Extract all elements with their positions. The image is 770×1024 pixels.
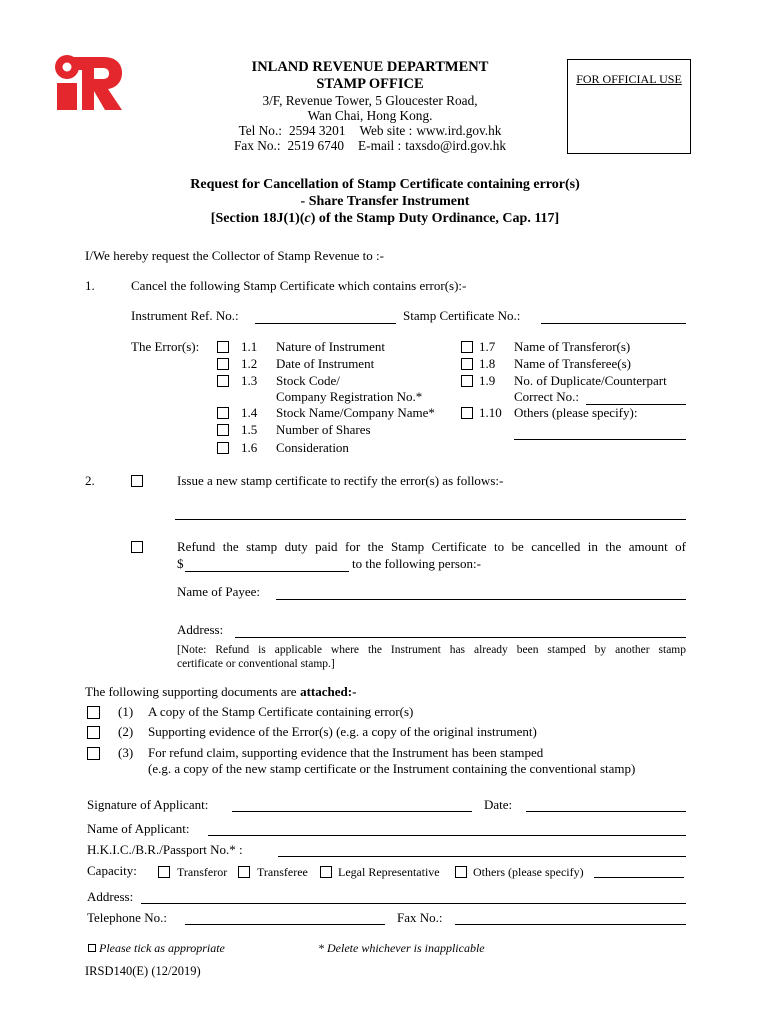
form-title-line-3	[85, 210, 685, 227]
error-1-8-checkbox[interactable]	[461, 358, 473, 370]
capacity-others-checkbox[interactable]	[455, 866, 467, 878]
applicant-name-field[interactable]	[208, 835, 686, 836]
doc-number: (1)	[118, 704, 134, 719]
doc-1-checkbox[interactable]	[87, 706, 100, 719]
refund-note-line-2: certificate or conventional stamp.]	[177, 658, 335, 670]
doc-text: A copy of the Stamp Certificate containing error(s)	[148, 704, 414, 719]
form-title-line-2: - Share Transfer Instrument	[300, 194, 470, 209]
form-title-line-1: Request for Cancellation of Stamp Certificate containing error(s)	[190, 177, 580, 192]
supporting-docs-heading-bold: attached:-	[300, 684, 357, 699]
payee-address-label: Address:	[177, 622, 224, 637]
error-number: 1.3	[241, 373, 258, 388]
error-label: Name of Transferee(s)	[514, 356, 631, 371]
applicant-address-label: Address:	[87, 889, 134, 904]
fax-label: Fax No.:	[233, 138, 281, 153]
error-1-7-checkbox[interactable]	[461, 341, 473, 353]
applicant-address-field[interactable]	[141, 903, 686, 904]
error-number: 1.9	[479, 373, 496, 388]
tel-web-line	[200, 123, 540, 139]
payee-name-field[interactable]	[276, 599, 686, 600]
capacity-others-field[interactable]	[594, 877, 684, 878]
error-label: Stock Code/	[276, 373, 340, 388]
error-label: Date of Instrument	[276, 356, 375, 371]
doc-2-checkbox[interactable]	[87, 726, 100, 739]
delete-note: * Delete whichever is inapplicable	[318, 941, 485, 955]
capacity-option: Legal Representative	[338, 865, 440, 879]
instrument-ref-field[interactable]	[255, 323, 396, 324]
doc-text-line-2: (e.g. a copy of the new stamp certificate or the Instrument containing the conventional stamp)	[148, 761, 636, 776]
error-1-5-checkbox[interactable]	[217, 424, 229, 436]
error-number: 1.6	[241, 440, 258, 455]
section-1-number: 1.	[85, 278, 95, 293]
error-label: Number of Shares	[276, 422, 371, 437]
ird-logo-icon	[54, 54, 124, 112]
department-name: INLAND REVENUE DEPARTMENT	[251, 59, 489, 75]
fax-number: 2519 6740	[287, 138, 345, 153]
error-1-4-checkbox[interactable]	[217, 407, 229, 419]
error-label-line-2: Company Registration No.*	[276, 389, 423, 404]
official-use-label: FOR OFFICIAL USE	[576, 72, 682, 86]
refund-checkbox[interactable]	[131, 541, 143, 553]
official-use-box	[567, 59, 691, 154]
telephone-field[interactable]	[185, 924, 385, 925]
error-1-6-checkbox[interactable]	[217, 442, 229, 454]
errors-label: The Error(s):	[131, 339, 200, 354]
rectify-details-field[interactable]	[175, 519, 686, 520]
supporting-docs-heading-text: The following supporting documents are	[85, 684, 297, 699]
capacity-option: Others (please specify)	[473, 865, 584, 879]
error-1-2-checkbox[interactable]	[217, 358, 229, 370]
checkbox-icon	[88, 944, 96, 952]
error-number: 1.4	[241, 405, 258, 420]
web-link[interactable]: www.ird.gov.hk	[416, 123, 502, 138]
capacity-legal-rep-checkbox[interactable]	[320, 866, 332, 878]
tel-number: 2594 3201	[288, 123, 346, 138]
refund-currency: $	[177, 556, 184, 571]
issue-new-certificate-text: Issue a new stamp certificate to rectify the error(s) as follows:-	[177, 473, 504, 488]
capacity-transferor-checkbox[interactable]	[158, 866, 170, 878]
intro-text: I/We hereby request the Collector of Stamp Revenue to :-	[85, 248, 384, 263]
applicant-name-label: Name of Applicant:	[87, 821, 190, 836]
date-label: Date:	[484, 797, 513, 812]
section-1-heading: Cancel the following Stamp Certificate which contains error(s):-	[131, 278, 467, 293]
email-label: E-mail :	[358, 138, 402, 153]
title-section-suffix: ) of the Stamp Duty Ordinance, Cap. 117]	[310, 211, 560, 226]
section-2-number: 2.	[85, 473, 95, 488]
date-field[interactable]	[526, 811, 686, 812]
error-number: 1.10	[479, 405, 502, 420]
supporting-docs-heading	[85, 684, 356, 700]
title-section-prefix: [Section 18J(1)(	[210, 211, 305, 226]
refund-text: Refund the stamp duty paid for the Stamp Certificate to be cancelled in the amount of	[177, 539, 686, 554]
issue-new-certificate-checkbox[interactable]	[131, 475, 143, 487]
error-number: 1.5	[241, 422, 258, 437]
refund-text-continued: to the following person:-	[352, 556, 481, 571]
doc-text: For refund claim, supporting evidence that the Instrument has been stamped	[148, 745, 544, 760]
fax-email-line	[200, 138, 540, 154]
form-code: IRSD140(E) (12/2019)	[85, 964, 201, 978]
capacity-transferee-checkbox[interactable]	[238, 866, 250, 878]
error-number: 1.8	[479, 356, 496, 371]
doc-number: (3)	[118, 745, 134, 760]
error-number: 1.7	[479, 339, 496, 354]
address-line-1: 3/F, Revenue Tower, 5 Gloucester Road,	[262, 93, 478, 108]
doc-number: (2)	[118, 724, 134, 739]
error-1-9-checkbox[interactable]	[461, 375, 473, 387]
signature-field[interactable]	[232, 811, 472, 812]
error-number: 1.1	[241, 339, 258, 354]
error-label: Name of Transferor(s)	[514, 339, 631, 354]
capacity-option: Transferor	[177, 865, 228, 879]
error-label: Stock Name/Company Name*	[276, 405, 435, 420]
stamp-cert-field[interactable]	[541, 323, 686, 324]
error-label: Consideration	[276, 440, 349, 455]
tel-label: Tel No.:	[238, 123, 282, 138]
instrument-ref-label: Instrument Ref. No.:	[131, 308, 239, 323]
doc-3-checkbox[interactable]	[87, 747, 100, 760]
id-number-field[interactable]	[278, 856, 686, 857]
tick-note: Please tick as appropriate	[99, 941, 225, 955]
payee-label: Name of Payee:	[177, 584, 261, 599]
email-link[interactable]: taxsdo@ird.gov.hk	[405, 138, 507, 153]
error-others-field[interactable]	[514, 439, 686, 440]
doc-text: Supporting evidence of the Error(s) (e.g. a copy of the original instrument)	[148, 724, 537, 739]
signature-label: Signature of Applicant:	[87, 797, 209, 812]
telephone-label: Telephone No.:	[87, 910, 167, 925]
refund-note-line-1: [Note: Refund is applicable where the Instrument has already been stamped by another stamp	[177, 644, 686, 656]
applicant-fax-label: Fax No.:	[397, 910, 443, 925]
office-name: STAMP OFFICE	[316, 76, 424, 92]
error-1-3-checkbox[interactable]	[217, 375, 229, 387]
error-label: No. of Duplicate/Counterpart	[514, 373, 667, 388]
applicant-fax-field[interactable]	[455, 924, 686, 925]
capacity-option: Transferee	[257, 865, 308, 879]
error-number: 1.2	[241, 356, 258, 371]
error-1-10-checkbox[interactable]	[461, 407, 473, 419]
capacity-label: Capacity:	[87, 863, 137, 878]
payee-address-field[interactable]	[235, 637, 686, 638]
correct-no-label: Correct No.:	[514, 389, 579, 404]
title-section-italic: c	[304, 211, 311, 226]
address-line-2: Wan Chai, Hong Kong.	[307, 108, 433, 123]
error-label: Others (please specify):	[514, 405, 638, 420]
refund-amount-field[interactable]	[185, 571, 349, 572]
id-number-label: H.K.I.C./B.R./Passport No.* :	[87, 842, 243, 857]
web-label: Web site :	[359, 123, 413, 138]
error-label: Nature of Instrument	[276, 339, 386, 354]
error-1-1-checkbox[interactable]	[217, 341, 229, 353]
stamp-cert-label: Stamp Certificate No.:	[403, 308, 521, 323]
